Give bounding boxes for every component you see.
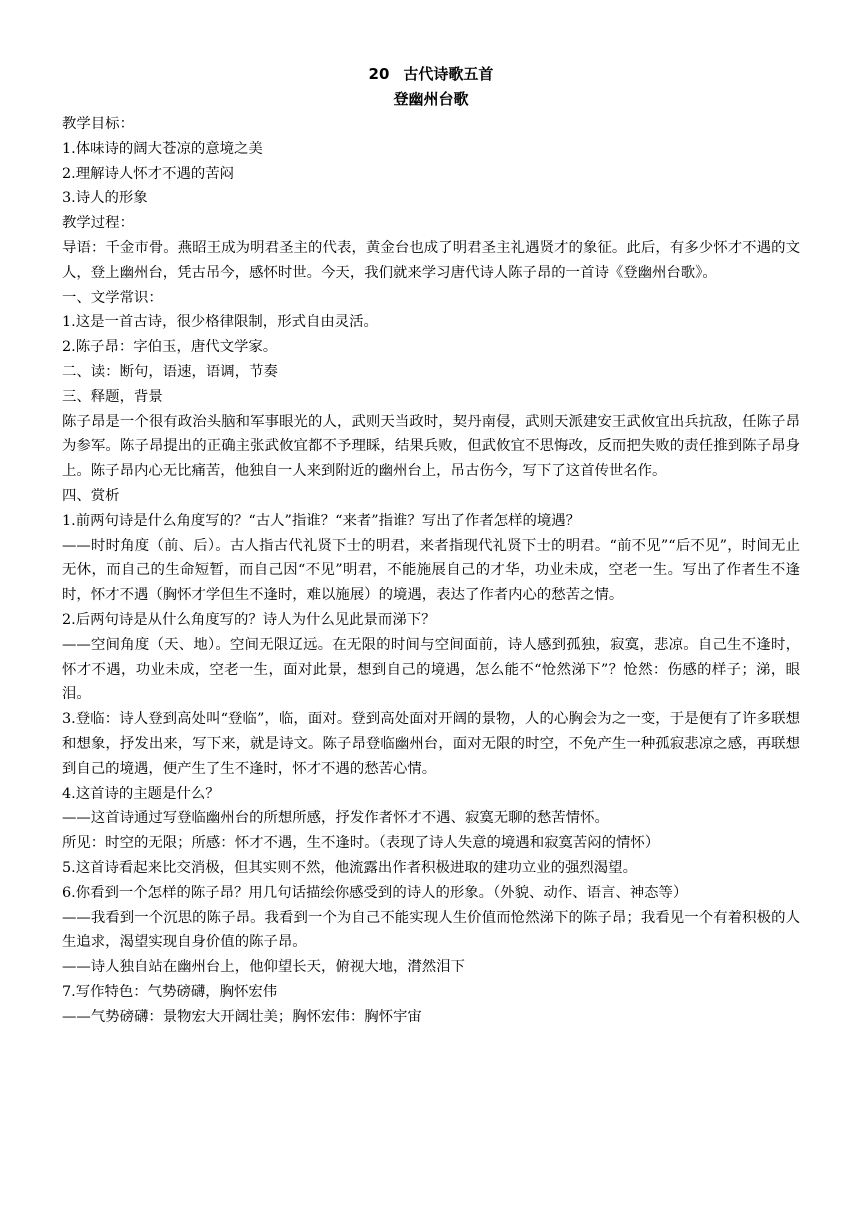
paragraph: 四、赏析	[62, 487, 120, 504]
paragraph: 3.登临：诗人登到高处叫“登临”，临，面对。登到高处面对开阔的景物，人的心胸会为之一变，于是便有了许多联想和想象，抒发出来，写下来，就是诗文。陈子昂登临幽州台，面对无限的时空，不免产生一种孤寂悲凉之感，再联想到自己的境遇，便产生了生不逢时，怀才不遇的愁苦心情。	[62, 711, 800, 777]
paragraph: 1.这是一首古诗，很少格律限制，形式自由灵活。	[62, 314, 378, 331]
paragraph: 三、释题，背景	[62, 388, 163, 405]
paragraph: 教学过程：	[62, 215, 134, 232]
paragraph: 教学目标：	[62, 116, 134, 132]
paragraph: 一、文学常识：	[62, 289, 163, 306]
paragraph: ——这首诗通过写登临幽州台的所想所感，抒发作者怀才不遇、寂寞无聊的愁苦情怀。	[62, 810, 609, 827]
paragraph: 导语：千金市骨。燕昭王成为明君圣主的代表，黄金台也成了明君圣主礼遇贤才的象征。此后，有多少怀才不遇的文人，登上幽州台，凭古吊今，感怀时世。今天，我们就来学习唐代诗人陈子昂的一首诗《登幽州台歌》。	[62, 239, 800, 281]
paragraph: ——气势磅礴：景物宏大开阔壮美；胸怀宏伟：胸怀宇宙	[62, 1008, 422, 1025]
paragraph: 陈子昂是一个很有政治头脑和军事眼光的人，武则天当政时，契丹南侵，武则天派建安王武攸宜出兵抗敌，任陈子昂为参军。陈子昂提出的正确主张武攸宜都不予理睬，结果兵败，但武攸宜不思悔改，反而把失败的责任推到陈子昂身上。陈子昂内心无比痛苦，他独自一人来到附近的幽州台上，吊古伤今，写下了这首传世名作。	[62, 413, 800, 480]
lesson-title	[62, 62, 800, 86]
paragraph: 2.陈子昂：字伯玉，唐代文学家。	[62, 339, 278, 356]
paragraph: 二、读：断句，语速，语调，节奏	[62, 363, 278, 380]
paragraph: ——时时角度（前、后）。古人指古代礼贤下士的明君，来者指现代礼贤下士的明君。“前不见”“后不见”，时间无止无休，而自己的生命短暂，而自己因“不见”明君，不能施展自己的才华，功业未成，空老一生。写出了作者生不逢时，怀才不遇（胸怀才学但生不逢时，难以施展）的境遇，表达了作者内心的愁苦之情。	[62, 537, 800, 604]
paragraph: 1.体味诗的阔大苍凉的意境之美	[62, 140, 263, 157]
paragraph: 6.你看到一个怎样的陈子昂？用几句话描绘你感受到的诗人的形象。（外貌、动作、语言、神态等）	[62, 884, 688, 901]
paragraph: 3.诗人的形象	[62, 190, 148, 207]
paragraph: 2.理解诗人怀才不遇的苦闷	[62, 165, 235, 182]
paragraph: 1.前两句诗是什么角度写的？“古人”指谁？“来者”指谁？写出了作者怎样的境遇？	[62, 512, 581, 529]
paragraph: 5.这首诗看起来比交消极，但其实则不然，他流露出作者积极进取的建功立业的强烈渴望。	[62, 859, 637, 876]
paragraph: ——空间角度（天、地）。空间无限辽远。在无限的时间与空间面前，诗人感到孤独，寂寞，悲凉。自己生不逢时，怀才不遇，功业未成，空老一生，面对此景，想到自己的境遇，怎么能不“怆然涕下”？怆然：伤感的样子；涕，眼泪。	[62, 636, 800, 703]
poem-title: 登幽州台歌	[393, 90, 469, 108]
paragraph: ——我看到一个沉思的陈子昂。我看到一个为自己不能实现人生价值而怆然涕下的陈子昂；我看见一个有着积极的人生追求，渴望实现自身价值的陈子昂。	[62, 909, 800, 951]
document-page	[62, 62, 800, 1029]
paragraph: ——诗人独自站在幽州台上，他仰望长天，俯视大地，潸然泪下	[62, 959, 465, 976]
paragraph: 7.写作特色：气势磅礴，胸怀宏伟	[62, 983, 278, 1000]
paragraph: 2.后两句诗是从什么角度写的？诗人为什么见此景而涕下？	[62, 611, 436, 628]
paragraph: 4.这首诗的主题是什么？	[62, 785, 220, 802]
paragraph: 所见：时空的无限；所感：怀才不遇，生不逢时。（表现了诗人失意的境遇和寂寞苦闷的情怀）	[62, 835, 660, 852]
lesson-title-text: 古代诗歌五首	[403, 65, 494, 83]
lesson-number: 20	[368, 65, 390, 83]
document-body	[62, 112, 800, 1029]
